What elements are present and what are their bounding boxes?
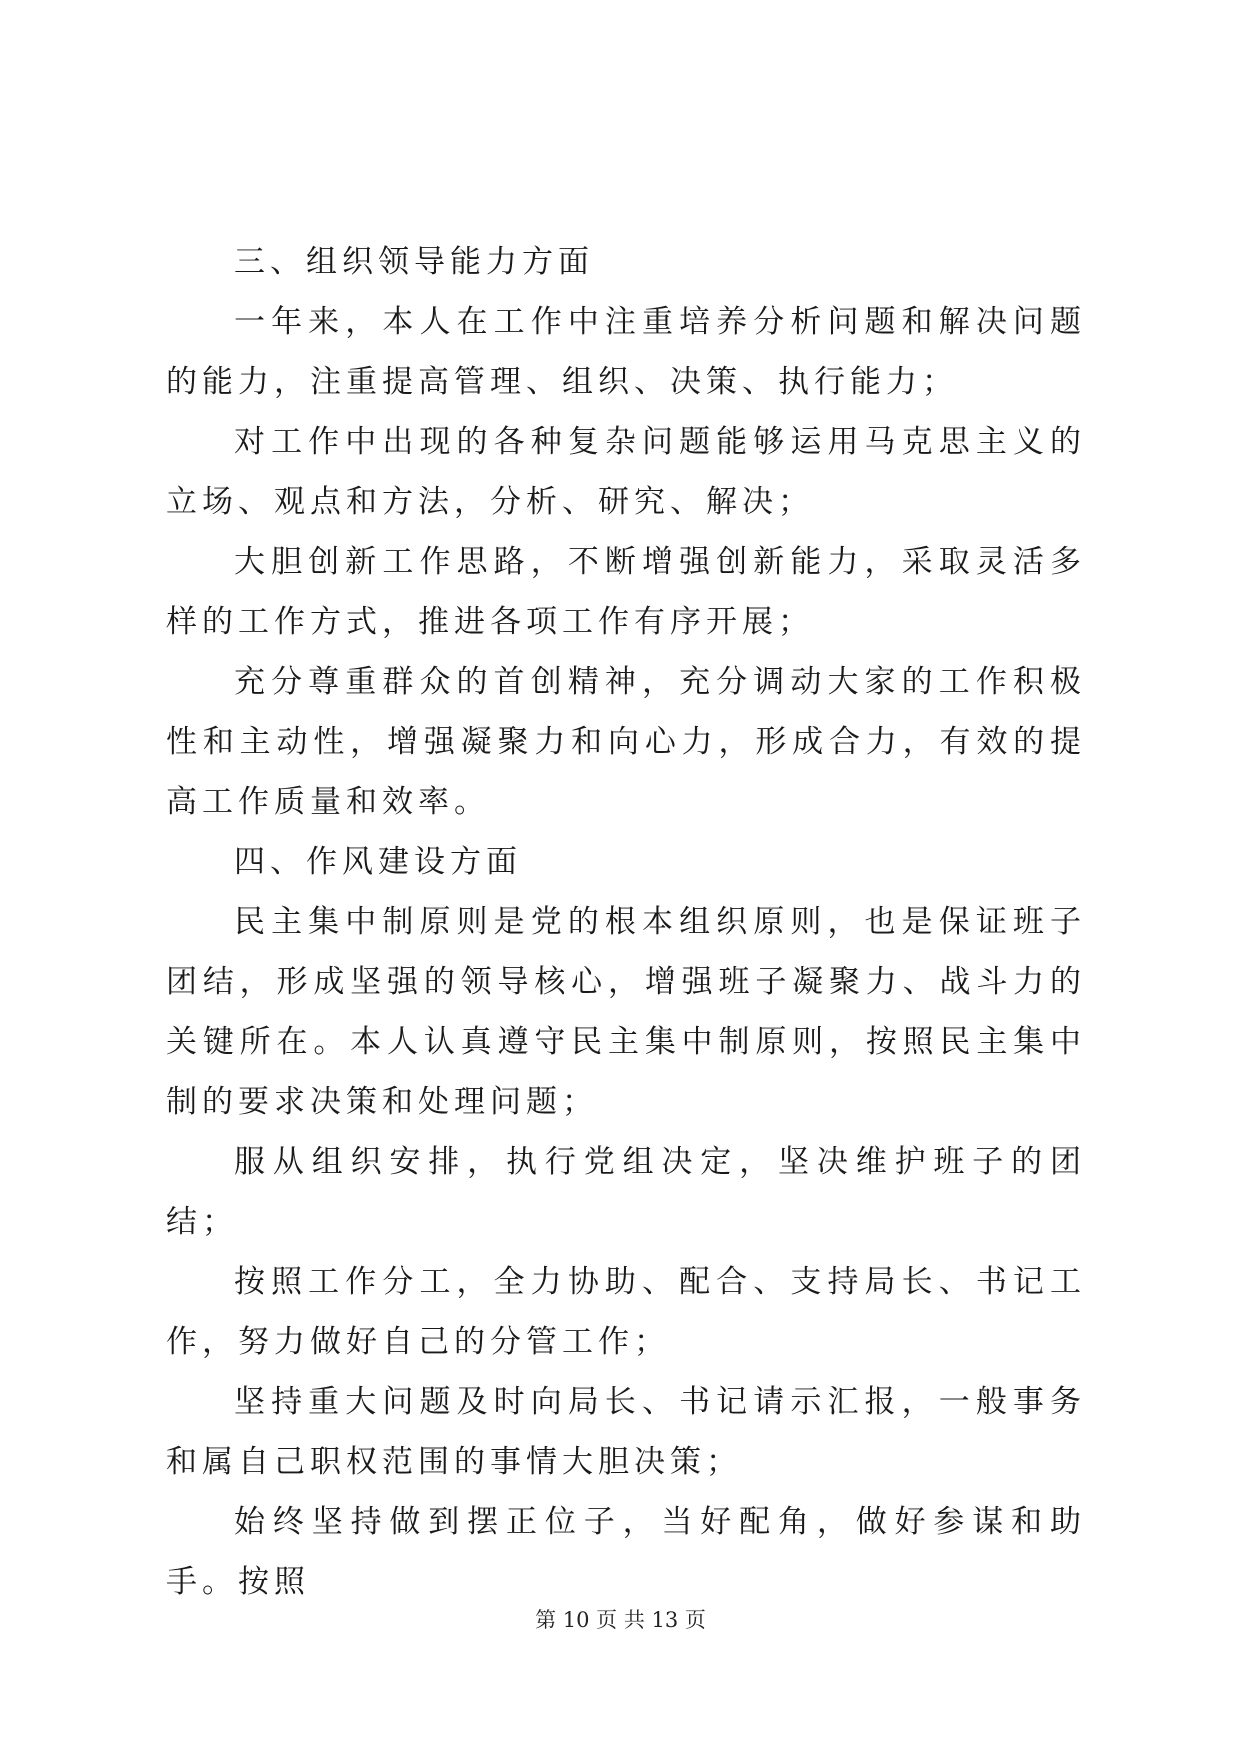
paragraph: 坚持重大问题及时向局长、书记请示汇报，一般事务和属自己职权范围的事情大胆决策； — [166, 1384, 1086, 1480]
section-heading-leadership: 三、组织领导能力方面 — [234, 244, 594, 280]
section-heading-work-style: 四、作风建设方面 — [234, 844, 522, 880]
paragraph: 按照工作分工，全力协助、配合、支持局长、书记工作，努力做好自己的分管工作； — [166, 1264, 1086, 1360]
paragraph: 服从组织安排，执行党组决定，坚决维护班子的团结； — [166, 1144, 1086, 1240]
paragraph: 对工作中出现的各种复杂问题能够运用马克思主义的立场、观点和方法，分析、研究、解决； — [166, 424, 1086, 520]
paragraph: 一年来，本人在工作中注重培养分析问题和解决问题的能力，注重提高管理、组织、决策、执行能力； — [166, 304, 1086, 400]
paragraph: 充分尊重群众的首创精神，充分调动大家的工作积极性和主动性，增强凝聚力和向心力，形成合力，有效的提高工作质量和效率。 — [166, 664, 1086, 820]
paragraph: 大胆创新工作思路，不断增强创新能力，采取灵活多样的工作方式，推进各项工作有序开展； — [166, 544, 1086, 640]
paragraph: 民主集中制原则是党的根本组织原则，也是保证班子团结，形成坚强的领导核心，增强班子凝聚力、战斗力的关键所在。本人认真遵守民主集中制原则，按照民主集中制的要求决策和处理问题； — [166, 904, 1086, 1120]
paragraph: 始终坚持做到摆正位子，当好配角，做好参谋和助手。按照 — [166, 1504, 1086, 1600]
document-body — [166, 232, 1086, 1612]
page-footer: 第 10 页 共 13 页 — [535, 1608, 706, 1632]
